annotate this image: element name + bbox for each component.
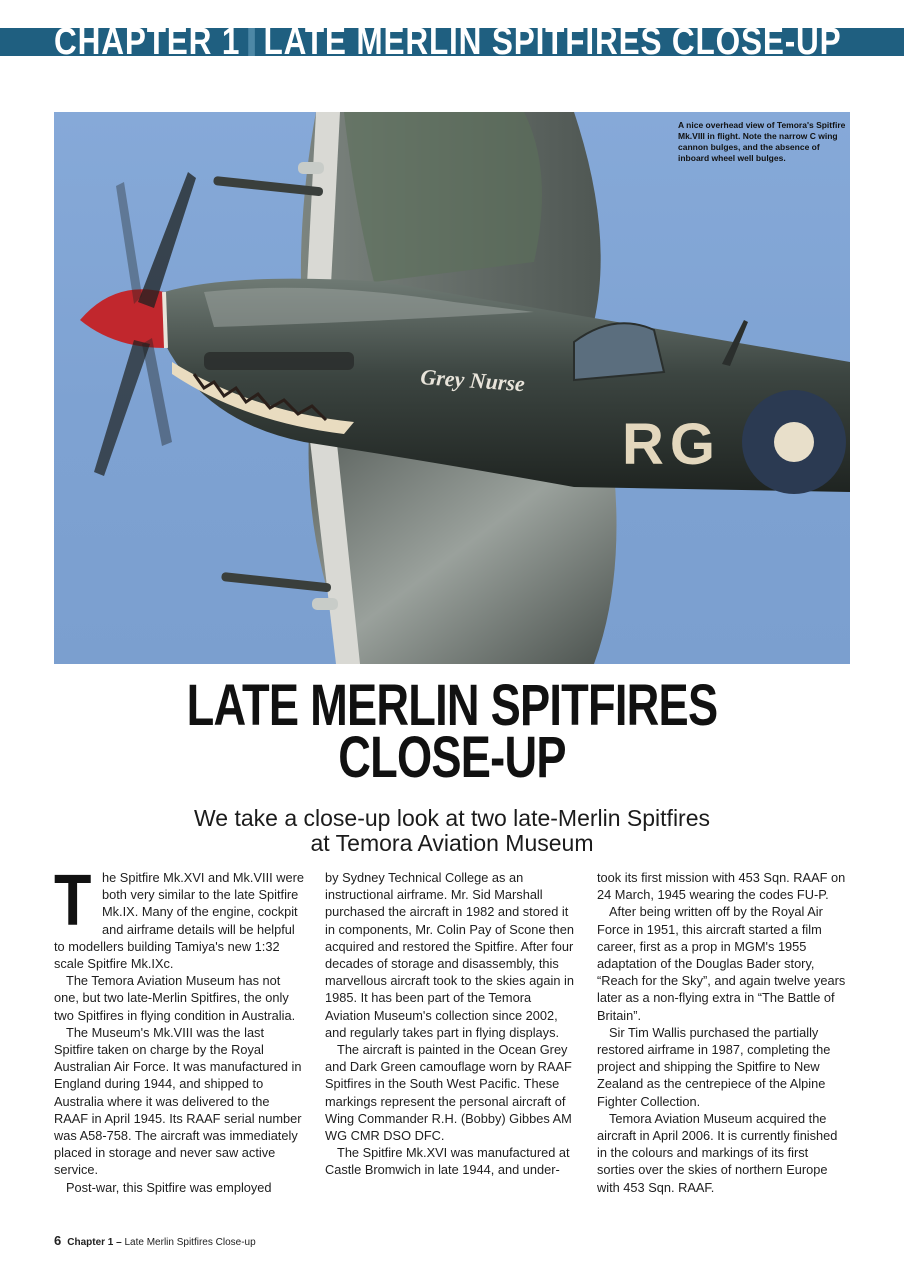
chapter-banner-text — [54, 28, 842, 56]
banner-separator — [249, 28, 256, 56]
paragraph: The Spitfire Mk.XVI was manufactured at Castle Bromwich in late 1944, and under- — [325, 1145, 570, 1178]
body-column-2 — [325, 869, 577, 1179]
paragraph: by Sydney Technical College as an instructional airframe. Mr. Sid Marshall purchased the aircraft in 1982 and stored it in components, Mr. Colin Pay of Scone then acquired and restored the Spitfire. After four decades of storage and disassembly, this marvellous aircraft took to the skies again in 1985. It has been part of the Temora Aviation Museum's collection since 2002, and regularly takes part in flying displays. — [325, 870, 574, 1040]
paragraph: Sir Tim Wallis purchased the partially restored airframe in 1987, completing the project and shipping the Spitfire to New Zealand as the centrepiece of the Alpine Fighter Collection. — [597, 1024, 831, 1109]
title-line-1: LATE MERLIN SPITFIRES — [186, 673, 718, 738]
spitfire-photo — [54, 112, 850, 664]
paragraph: The aircraft is painted in the Ocean Grey and Dark Green camouflage worn by RAAF Spitfires in the South West Pacific. These markings represent the personal aircraft of Wing Commander R.H. (Bobby) Gibbes AM WG CMR DSO DFC. — [325, 1042, 572, 1144]
propeller-blade-lower — [94, 340, 150, 476]
body-column-3 — [597, 869, 849, 1196]
chapter-banner-strip — [0, 28, 904, 56]
paragraph — [54, 861, 306, 972]
spitfire-illustration — [54, 112, 850, 664]
paragraph: The Museum's Mk.VIII was the last Spitfire taken on charge by the Royal Australian Air Force. It was manufactured in England during 1944, and shipped to Australia where it was delivered to the RAAF in April 1945. Its RAAF serial number was A58-758. The aircraft was immediately placed in storage and never saw active service. — [54, 1024, 302, 1178]
chapter-title: LATE MERLIN SPITFIRES CLOSE-UP — [263, 28, 842, 56]
lower-cannon — [221, 572, 331, 592]
paragraph: The Temora Aviation Museum has not one, but two late-Merlin Spitfires, the only two Spitfires in flying condition in Australia. — [54, 973, 296, 1023]
body-column-1 — [54, 861, 306, 1196]
photo-caption: A nice overhead view of Temora's Spitfire Mk.VIII in flight. Note the narrow C wing cannon bulges, and the absence of inboard wheel well bulges. — [678, 120, 846, 163]
paragraph: took its first mission with 453 Sqn. RAAF on 24 March, 1945 wearing the codes FU-P. — [597, 870, 846, 903]
subtitle-line-2: at Temora Aviation Museum — [310, 830, 594, 856]
paragraph-text: he Spitfire Mk.XVI and Mk.VIII were both very similar to the late Spitfire Mk.IX. Many of the engine, cockpit and airframe details will be helpful to modellers building Tamiya's new 1:32 scale Spitfire Mk.IXc. — [54, 870, 304, 972]
nose-art-text: Grey Nurse — [419, 364, 526, 397]
page-number: 6 — [54, 1233, 62, 1248]
drop-cap: T — [54, 861, 92, 941]
chapter-label: CHAPTER 1 — [54, 28, 241, 56]
paragraph: Post-war, this Spitfire was employed — [66, 1179, 272, 1195]
page-footer — [54, 1233, 256, 1248]
aircraft-codes: RG — [622, 412, 721, 477]
paragraph: Temora Aviation Museum acquired the aircraft in April 2006. It is currently finished in the colours and markings of its first sorties over the skies of northern Europe with 453 Sqn. RAAF. — [597, 1110, 838, 1195]
article-title — [0, 673, 904, 790]
subtitle-line-1: We take a close-up look at two late-Merlin Spitfires — [193, 805, 711, 831]
footer-chapter: Chapter 1 – — [67, 1237, 122, 1248]
footer-title: Late Merlin Spitfires Close-up — [124, 1237, 256, 1248]
paragraph: After being written off by the Royal Air Force in 1951, this aircraft started a film career, first as a prop in MGM's 1955 adaptation of the Douglas Bader story, “Reach for the Sky”, and again twelve years later as a non-flying extra in “The Battle of Britain”. — [597, 904, 846, 1023]
article-subtitle — [0, 806, 904, 856]
title-line-2: CLOSE-UP — [338, 725, 566, 790]
